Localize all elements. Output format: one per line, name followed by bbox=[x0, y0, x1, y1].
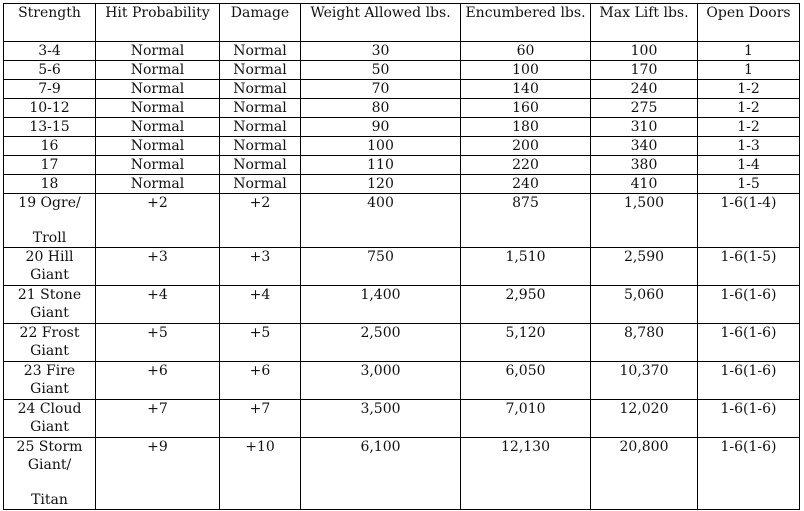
max-lift-cell: 240 bbox=[591, 80, 698, 99]
max-lift-cell: 20,800 bbox=[591, 438, 698, 510]
open-doors-cell: 1-6(1-6) bbox=[698, 362, 800, 400]
strength-label-line: 21 Stone bbox=[17, 287, 82, 303]
weight-allowed-cell: 90 bbox=[301, 118, 461, 137]
strength-cell bbox=[4, 438, 96, 510]
strength-label-line: 7-9 bbox=[38, 81, 61, 97]
table-row bbox=[4, 194, 800, 248]
hit-probability-cell: Normal bbox=[96, 137, 220, 156]
hit-probability-cell: +6 bbox=[96, 362, 220, 400]
max-lift-cell: 410 bbox=[591, 175, 698, 194]
strength-cell bbox=[4, 324, 96, 362]
max-lift-cell: 1,500 bbox=[591, 194, 698, 248]
damage-cell: +3 bbox=[220, 248, 301, 286]
strength-cell bbox=[4, 400, 96, 438]
table-row bbox=[4, 61, 800, 80]
hit-probability-cell: Normal bbox=[96, 99, 220, 118]
table-row bbox=[4, 118, 800, 137]
strength-cell bbox=[4, 118, 96, 137]
weight-allowed-cell: 6,100 bbox=[301, 438, 461, 510]
strength-label-line: Giant/ bbox=[27, 457, 72, 473]
table-row bbox=[4, 156, 800, 175]
strength-label-line: 5-6 bbox=[38, 62, 61, 78]
strength-cell bbox=[4, 286, 96, 324]
encumbered-cell: 220 bbox=[461, 156, 591, 175]
encumbered-cell: 60 bbox=[461, 42, 591, 61]
damage-cell: +5 bbox=[220, 324, 301, 362]
damage-cell: Normal bbox=[220, 118, 301, 137]
hit-probability-cell: +5 bbox=[96, 324, 220, 362]
table-row bbox=[4, 137, 800, 156]
weight-allowed-cell: 70 bbox=[301, 80, 461, 99]
encumbered-cell: 200 bbox=[461, 137, 591, 156]
table-row bbox=[4, 42, 800, 61]
encumbered-cell: 5,120 bbox=[461, 324, 591, 362]
encumbered-cell: 7,010 bbox=[461, 400, 591, 438]
hit-probability-cell: Normal bbox=[96, 61, 220, 80]
weight-allowed-cell: 100 bbox=[301, 137, 461, 156]
damage-cell: +6 bbox=[220, 362, 301, 400]
damage-cell: Normal bbox=[220, 175, 301, 194]
header-encumbered: Encumbered lbs. bbox=[461, 4, 591, 42]
open-doors-cell: 1-5 bbox=[698, 175, 800, 194]
max-lift-cell: 340 bbox=[591, 137, 698, 156]
encumbered-cell: 180 bbox=[461, 118, 591, 137]
damage-cell: Normal bbox=[220, 61, 301, 80]
strength-cell bbox=[4, 61, 96, 80]
header-max-lift: Max Lift lbs. bbox=[591, 4, 698, 42]
strength-cell bbox=[4, 137, 96, 156]
weight-allowed-cell: 50 bbox=[301, 61, 461, 80]
table-row bbox=[4, 99, 800, 118]
hit-probability-cell: +7 bbox=[96, 400, 220, 438]
open-doors-cell: 1-6(1-6) bbox=[698, 324, 800, 362]
damage-cell: Normal bbox=[220, 137, 301, 156]
max-lift-cell: 12,020 bbox=[591, 400, 698, 438]
hit-probability-cell: Normal bbox=[96, 42, 220, 61]
strength-label-line: 20 Hill bbox=[25, 249, 74, 265]
open-doors-cell: 1-6(1-5) bbox=[698, 248, 800, 286]
table-row bbox=[4, 286, 800, 324]
weight-allowed-cell: 2,500 bbox=[301, 324, 461, 362]
encumbered-cell: 100 bbox=[461, 61, 591, 80]
weight-allowed-cell: 750 bbox=[301, 248, 461, 286]
max-lift-cell: 310 bbox=[591, 118, 698, 137]
strength-label-line: 3-4 bbox=[38, 43, 61, 59]
strength-label-line: 23 Fire bbox=[23, 363, 76, 379]
table-row bbox=[4, 438, 800, 510]
table-row bbox=[4, 248, 800, 286]
encumbered-cell: 6,050 bbox=[461, 362, 591, 400]
damage-cell: Normal bbox=[220, 42, 301, 61]
encumbered-cell: 1,510 bbox=[461, 248, 591, 286]
encumbered-cell: 875 bbox=[461, 194, 591, 248]
max-lift-cell: 10,370 bbox=[591, 362, 698, 400]
weight-allowed-cell: 110 bbox=[301, 156, 461, 175]
header-open-doors: Open Doors bbox=[698, 4, 800, 42]
hit-probability-cell: Normal bbox=[96, 118, 220, 137]
strength-label-line: 24 Cloud bbox=[17, 401, 82, 417]
weight-allowed-cell: 30 bbox=[301, 42, 461, 61]
weight-allowed-cell: 400 bbox=[301, 194, 461, 248]
weight-allowed-cell: 1,400 bbox=[301, 286, 461, 324]
strength-cell bbox=[4, 248, 96, 286]
strength-table bbox=[3, 3, 800, 510]
header-weight-allowed: Weight Allowed lbs. bbox=[301, 4, 461, 42]
damage-cell: Normal bbox=[220, 80, 301, 99]
open-doors-cell: 1-6(1-4) bbox=[698, 194, 800, 248]
hit-probability-cell: +4 bbox=[96, 286, 220, 324]
strength-label-line: Giant bbox=[30, 267, 69, 283]
damage-cell: Normal bbox=[220, 99, 301, 118]
open-doors-cell: 1-2 bbox=[698, 80, 800, 99]
hit-probability-cell: Normal bbox=[96, 175, 220, 194]
weight-allowed-cell: 80 bbox=[301, 99, 461, 118]
encumbered-cell: 12,130 bbox=[461, 438, 591, 510]
hit-probability-cell: Normal bbox=[96, 80, 220, 99]
damage-cell: +10 bbox=[220, 438, 301, 510]
max-lift-cell: 5,060 bbox=[591, 286, 698, 324]
encumbered-cell: 160 bbox=[461, 99, 591, 118]
strength-label-line: 19 Ogre/ bbox=[18, 195, 81, 211]
strength-label-line: 22 Frost bbox=[19, 325, 80, 341]
open-doors-cell: 1-6(1-6) bbox=[698, 438, 800, 510]
strength-cell bbox=[4, 175, 96, 194]
hit-probability-cell: +9 bbox=[96, 438, 220, 510]
encumbered-cell: 2,950 bbox=[461, 286, 591, 324]
hit-probability-cell: +2 bbox=[96, 194, 220, 248]
strength-label-line: Giant bbox=[30, 343, 69, 359]
hit-probability-cell: Normal bbox=[96, 156, 220, 175]
damage-cell: +7 bbox=[220, 400, 301, 438]
weight-allowed-cell: 3,500 bbox=[301, 400, 461, 438]
open-doors-cell: 1-3 bbox=[698, 137, 800, 156]
encumbered-cell: 140 bbox=[461, 80, 591, 99]
max-lift-cell: 100 bbox=[591, 42, 698, 61]
hit-probability-cell: +3 bbox=[96, 248, 220, 286]
strength-cell bbox=[4, 80, 96, 99]
strength-cell bbox=[4, 42, 96, 61]
strength-label-line: Giant bbox=[30, 305, 69, 321]
open-doors-cell: 1 bbox=[698, 61, 800, 80]
encumbered-cell: 240 bbox=[461, 175, 591, 194]
max-lift-cell: 380 bbox=[591, 156, 698, 175]
max-lift-cell: 8,780 bbox=[591, 324, 698, 362]
max-lift-cell: 2,590 bbox=[591, 248, 698, 286]
strength-label-line: Titan bbox=[31, 492, 68, 508]
damage-cell: Normal bbox=[220, 156, 301, 175]
damage-cell: +4 bbox=[220, 286, 301, 324]
open-doors-cell: 1-2 bbox=[698, 118, 800, 137]
weight-allowed-cell: 120 bbox=[301, 175, 461, 194]
table-row bbox=[4, 175, 800, 194]
open-doors-cell: 1 bbox=[698, 42, 800, 61]
header-strength: Strength bbox=[4, 4, 96, 42]
weight-allowed-cell: 3,000 bbox=[301, 362, 461, 400]
strength-label-line: 25 Storm bbox=[16, 439, 83, 455]
table-row bbox=[4, 362, 800, 400]
max-lift-cell: 275 bbox=[591, 99, 698, 118]
strength-label-line: 10-12 bbox=[29, 100, 70, 116]
strength-label-line: 17 bbox=[40, 157, 59, 173]
header-hit-probability: Hit Probability bbox=[96, 4, 220, 42]
table-row bbox=[4, 400, 800, 438]
strength-label-line: 13-15 bbox=[29, 119, 70, 135]
strength-cell bbox=[4, 194, 96, 248]
strength-label-line: 16 bbox=[40, 138, 59, 154]
open-doors-cell: 1-4 bbox=[698, 156, 800, 175]
strength-label-line: Troll bbox=[32, 230, 67, 246]
table-row bbox=[4, 80, 800, 99]
strength-label-line: Giant bbox=[30, 381, 69, 397]
table-body bbox=[4, 42, 800, 510]
strength-cell bbox=[4, 156, 96, 175]
strength-label-line: Giant bbox=[30, 419, 69, 435]
max-lift-cell: 170 bbox=[591, 61, 698, 80]
table-row bbox=[4, 324, 800, 362]
open-doors-cell: 1-6(1-6) bbox=[698, 286, 800, 324]
strength-label-line: 18 bbox=[40, 176, 59, 192]
header-damage: Damage bbox=[220, 4, 301, 42]
damage-cell: +2 bbox=[220, 194, 301, 248]
strength-cell bbox=[4, 362, 96, 400]
header-row bbox=[4, 4, 800, 42]
open-doors-cell: 1-6(1-6) bbox=[698, 400, 800, 438]
strength-cell bbox=[4, 99, 96, 118]
open-doors-cell: 1-2 bbox=[698, 99, 800, 118]
